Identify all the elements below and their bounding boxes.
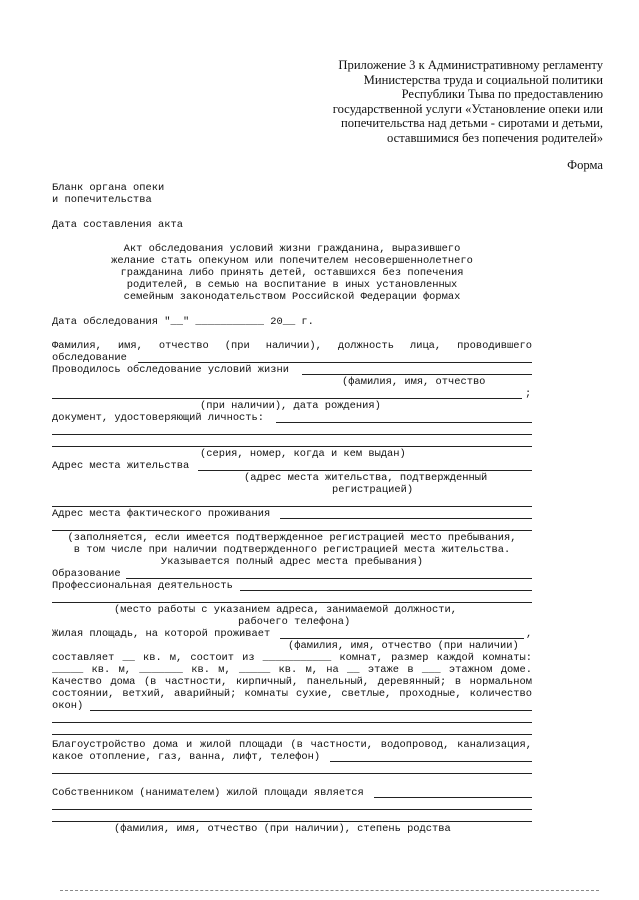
actual-address-field-2[interactable] bbox=[52, 530, 532, 531]
semicolon: ; bbox=[525, 388, 532, 400]
actual-address-label: Адрес места фактического проживания bbox=[52, 508, 271, 520]
page-divider bbox=[60, 890, 599, 891]
hint-residence-2: регистрацией) bbox=[332, 484, 414, 496]
date-compiled-label: Дата составления акта bbox=[52, 219, 183, 231]
person-field-2[interactable] bbox=[52, 398, 522, 399]
education-label: Образование bbox=[52, 568, 121, 580]
appendix-line: оставшимися без попечения родителей» bbox=[387, 130, 603, 145]
hint-work-2: рабочего телефона) bbox=[238, 616, 351, 628]
living-space-label: Жилая площадь, на которой проживает bbox=[52, 628, 271, 640]
amenities-line: Благоустройство дома и жилой площади (в частности, водопровод, канализация, bbox=[52, 739, 532, 751]
person-field[interactable] bbox=[302, 374, 532, 375]
id-document-label: документ, удостоверяющий личность: bbox=[52, 412, 265, 424]
residence-label: Адрес места жительства bbox=[52, 460, 190, 472]
education-field[interactable] bbox=[126, 578, 532, 579]
amenities-field-2[interactable] bbox=[52, 773, 532, 774]
amenities-line-2: какое отопление, газ, ванна, лифт, телефон) bbox=[52, 751, 321, 763]
residence-field-2[interactable] bbox=[52, 506, 532, 507]
amenities-field[interactable] bbox=[330, 761, 532, 762]
owner-label: Собственником (нанимателем) жилой площади является bbox=[52, 787, 364, 799]
hint-kinship: (фамилия, имя, отчество (при наличии), степень родства bbox=[114, 823, 451, 835]
hint-fio-3: (фамилия, имя, отчество (при наличии) bbox=[288, 640, 519, 652]
area-line: составляет __ кв. м, состоит из ___________ комнат, размер каждой комнаты: bbox=[52, 652, 532, 664]
professional-label: Профессиональная деятельность bbox=[52, 580, 233, 592]
actual-address-field[interactable] bbox=[280, 518, 532, 519]
quality-line: Качество дома (в частности, кирпичный, панельный, деревянный; в нормальном bbox=[52, 676, 532, 688]
owner-field[interactable] bbox=[374, 797, 532, 798]
owner-field-3[interactable] bbox=[52, 821, 532, 822]
appendix-line: попечительства над детьми - сиротами и детьми, bbox=[340, 116, 603, 131]
hint-fio-2: (при наличии), дата рождения) bbox=[200, 400, 381, 412]
quality-field[interactable] bbox=[90, 710, 532, 711]
owner-field-2[interactable] bbox=[52, 809, 532, 810]
professional-field[interactable] bbox=[240, 590, 532, 591]
id-document-field-3[interactable] bbox=[52, 446, 532, 447]
id-document-field-2[interactable] bbox=[52, 434, 532, 435]
act-title-line: семейным законодательством Российской Федерации формах bbox=[123, 291, 461, 303]
act-title-line: родителей, в семью на воспитание в иных установленных bbox=[126, 279, 458, 291]
hint-actual-address: в том числе при наличии подтвержденного регистрацией места жительства. bbox=[73, 544, 511, 556]
act-title-line: Акт обследования условий жизни гражданина, выразившего bbox=[123, 243, 461, 255]
area-line-2: _____ кв. м, _______ кв. м, _____ кв. м, на __ этаже в ___ этажном доме. bbox=[52, 664, 532, 676]
id-document-field[interactable] bbox=[276, 422, 532, 423]
inspection-date: Дата обследования "__" ___________ 20__ г. bbox=[52, 316, 314, 328]
act-title-line: гражданина либо принять детей, оставшихся без попечения bbox=[120, 267, 464, 279]
authority-header: Бланк органа опеки bbox=[52, 182, 165, 194]
appendix-note bbox=[273, 58, 603, 146]
surveyor-label-2: обследование bbox=[52, 352, 127, 364]
appendix-line: Приложение 3 к Административному регламенту bbox=[338, 58, 603, 72]
living-space-field[interactable] bbox=[280, 638, 524, 639]
hint-actual-address: Указывается полный адрес места пребывания) bbox=[161, 556, 423, 568]
surveyor-label: Фамилия, имя, отчество (при наличии), должность лица, проводившего bbox=[52, 340, 532, 352]
residence-field[interactable] bbox=[198, 470, 532, 471]
quality-field-2[interactable] bbox=[52, 722, 532, 723]
hint-residence: (адрес места жительства, подтвержденный bbox=[244, 472, 488, 484]
hint-fio: (фамилия, имя, отчество bbox=[342, 376, 486, 388]
quality-field-3[interactable] bbox=[52, 734, 532, 735]
quality-line-3: окон) bbox=[52, 700, 84, 712]
conducted-label: Проводилось обследование условий жизни bbox=[52, 364, 289, 376]
act-title-line: желание стать опекуном или попечителем несовершеннолетнего bbox=[111, 255, 473, 267]
authority-header-2: и попечительства bbox=[52, 194, 152, 206]
appendix-line: Министерства труда и социальной политики bbox=[363, 72, 603, 87]
hint-actual-address: (заполняется, если имеется подтвержденное регистрацией место пребывания, bbox=[67, 532, 517, 544]
appendix-line: Республики Тыва по предоставлению bbox=[401, 87, 603, 102]
hint-work: (место работы с указанием адреса, занимаемой должности, bbox=[114, 604, 457, 616]
appendix-line: государственной услуги «Установление опеки или bbox=[332, 101, 603, 116]
quality-line-2: состоянии, ветхий, аварийный; комнаты сухие, светлые, проходные, количество bbox=[52, 688, 532, 700]
professional-field-2[interactable] bbox=[52, 602, 532, 603]
hint-document: (серия, номер, когда и кем выдан) bbox=[200, 448, 406, 460]
surveyor-field[interactable] bbox=[138, 362, 532, 363]
comma: , bbox=[526, 628, 533, 640]
form-label: Форма bbox=[567, 158, 603, 172]
